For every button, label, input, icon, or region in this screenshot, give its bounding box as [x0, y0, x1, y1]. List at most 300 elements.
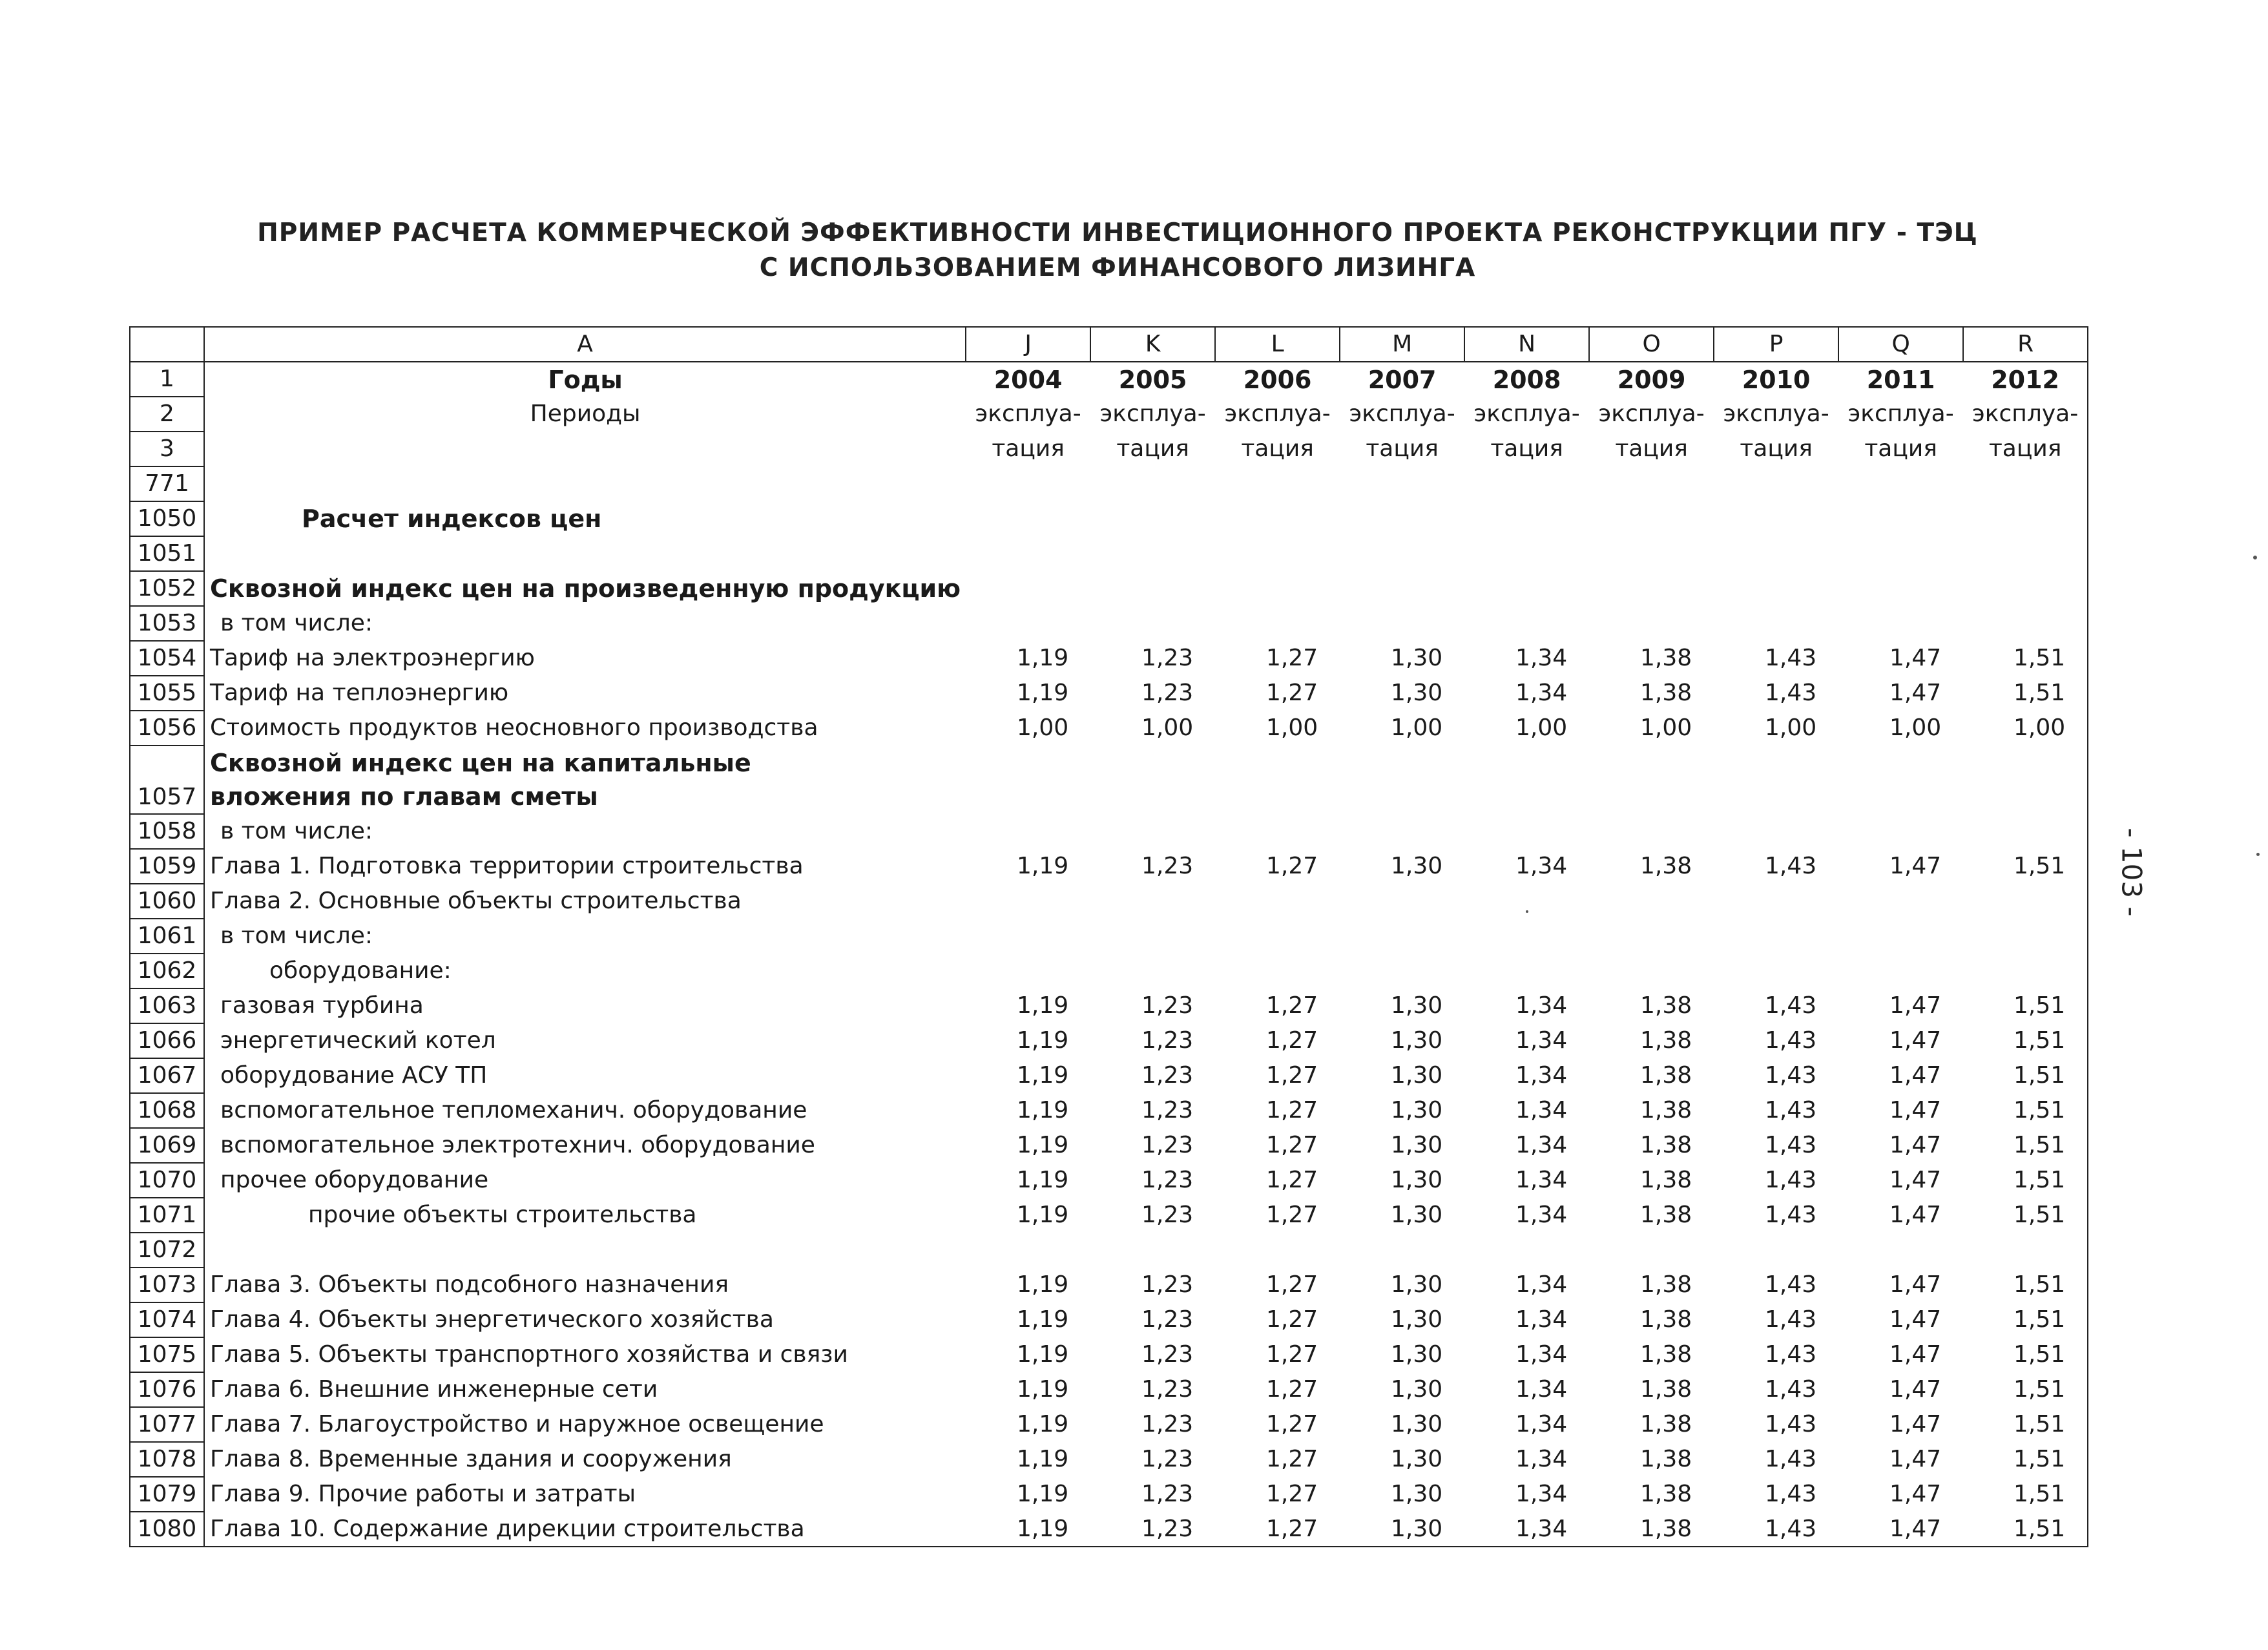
index-value: 1,43 — [1764, 1481, 1817, 1507]
index-value — [1090, 571, 1215, 606]
row-label: Глава 6. Внешние инженерные сети — [204, 1372, 966, 1407]
index-value: 1,23 — [1141, 1027, 1194, 1054]
index-value: 1,30 — [1390, 1341, 1443, 1368]
index-value: 1,38 — [1639, 853, 1692, 879]
index-value: 1,30 — [1390, 1271, 1443, 1298]
index-value: 1,19 — [1016, 1341, 1069, 1368]
page-subtitle: С ИСПОЛЬЗОВАНИЕМ ФИНАНСОВОГО ЛИЗИНГА — [759, 253, 1476, 282]
index-value: 1,34 — [1515, 1062, 1568, 1089]
index-value: 1,30 — [1390, 1132, 1443, 1158]
index-value: 1,51 — [1963, 1163, 2088, 1198]
index-value: 1,34 — [1515, 853, 1568, 879]
index-value: 1,27 — [1265, 1481, 1318, 1507]
index-value: 1,38 — [1639, 1411, 1692, 1437]
index-value: 1,34 — [1515, 1341, 1568, 1368]
row-number: 1078 — [130, 1442, 204, 1477]
table-row — [130, 1372, 2088, 1407]
index-value: 1,30 — [1390, 853, 1443, 879]
index-value: 1,43 — [1764, 1202, 1817, 1228]
index-value — [1090, 1233, 1215, 1268]
index-value: 1,51 — [1963, 849, 2088, 884]
year-cell: 2009 — [1617, 365, 1686, 394]
row-number: 1067 — [130, 1058, 204, 1093]
row-label — [204, 746, 966, 814]
row-number: 1074 — [130, 1302, 204, 1337]
index-value — [1589, 954, 1714, 988]
index-value — [1963, 884, 2088, 919]
table-row — [130, 676, 2088, 711]
index-value: 1,43 — [1764, 1132, 1817, 1158]
period-cell: эксплуа- — [1099, 401, 1206, 427]
table-row — [130, 606, 2088, 641]
index-value: 1,51 — [1963, 1058, 2088, 1093]
index-value: 1,27 — [1265, 680, 1318, 706]
index-value: 1,47 — [1889, 1446, 1942, 1472]
row-number: 1077 — [130, 1407, 204, 1442]
index-value — [1838, 884, 1963, 919]
scan-speck — [2256, 853, 2260, 856]
row-number: 1068 — [130, 1093, 204, 1128]
index-value: 1,34 — [1515, 1411, 1568, 1437]
index-value: 1,38 — [1639, 1481, 1692, 1507]
period-cell: тация — [1615, 435, 1688, 462]
row-number: 1071 — [130, 1198, 204, 1233]
index-value — [1838, 536, 1963, 571]
index-value: 1,23 — [1141, 645, 1194, 671]
index-value: 1,19 — [1016, 1027, 1069, 1054]
index-value: 1,34 — [1515, 1097, 1568, 1123]
index-value: 1,30 — [1340, 1512, 1464, 1547]
index-value: 1,23 — [1141, 680, 1194, 706]
index-value — [1215, 501, 1340, 536]
period-cell: эксплуа- — [1473, 401, 1580, 427]
index-value: 1,00 — [1515, 715, 1568, 741]
row-label: газовая турбина — [204, 988, 966, 1023]
index-value: 1,47 — [1889, 1167, 1942, 1193]
index-value: 1,51 — [1963, 1442, 2088, 1477]
index-value: 1,23 — [1141, 1306, 1194, 1333]
index-value: 1,47 — [1889, 992, 1942, 1019]
index-value: 1,38 — [1639, 1446, 1692, 1472]
index-value: 1,34 — [1515, 992, 1568, 1019]
index-value: 1,47 — [1838, 1512, 1963, 1547]
index-value: 1,51 — [1963, 988, 2088, 1023]
row-label: оборудование АСУ ТП — [204, 1058, 966, 1093]
table-row — [130, 988, 2088, 1023]
row-label: Стоимость продуктов неосновного производства — [204, 711, 966, 746]
index-value: 1,38 — [1639, 1027, 1692, 1054]
row-number: 1076 — [130, 1372, 204, 1407]
index-value — [966, 501, 1090, 536]
index-value — [1714, 884, 1838, 919]
index-value: 1,23 — [1141, 1341, 1194, 1368]
empty-label — [204, 432, 966, 466]
index-value — [966, 1233, 1090, 1268]
index-value: 1,38 — [1589, 1512, 1714, 1547]
table-row — [130, 1233, 2088, 1268]
index-value: 1,27 — [1265, 645, 1318, 671]
index-value: 1,34 — [1515, 1446, 1568, 1472]
row-label: Глава 4. Объекты энергетического хозяйства — [204, 1302, 966, 1337]
row-number: 1056 — [130, 711, 204, 746]
row-number: 1058 — [130, 814, 204, 849]
index-value — [1963, 814, 2088, 849]
index-value — [1340, 501, 1464, 536]
index-value — [1340, 536, 1464, 571]
column-letter: O — [1589, 327, 1714, 362]
index-value: 1,34 — [1515, 1271, 1568, 1298]
index-value: 1,51 — [1963, 1337, 2088, 1372]
index-value — [966, 814, 1090, 849]
index-value: 1,19 — [1016, 853, 1069, 879]
table-row — [130, 641, 2088, 676]
table-row — [130, 1023, 2088, 1058]
table-row — [130, 711, 2088, 746]
index-value: 1,23 — [1141, 1097, 1194, 1123]
row-label: Глава 2. Основные объекты строительства — [204, 884, 966, 919]
row-number: 1054 — [130, 641, 204, 676]
index-value — [1838, 501, 1963, 536]
index-value: 1,38 — [1639, 1376, 1692, 1403]
index-value: 1,23 — [1141, 1446, 1194, 1472]
index-value — [1215, 814, 1340, 849]
table-row — [130, 1337, 2088, 1372]
table-row — [130, 536, 2088, 571]
index-value: 1,19 — [1016, 1271, 1069, 1298]
index-value — [1589, 606, 1714, 641]
index-value — [1838, 606, 1963, 641]
index-value: 1,30 — [1390, 1202, 1443, 1228]
index-value — [1215, 954, 1340, 988]
index-value: 1,00 — [1963, 711, 2088, 746]
index-value: 1,23 — [1141, 1271, 1194, 1298]
index-value: 1,47 — [1889, 1132, 1942, 1158]
index-value — [1963, 606, 2088, 641]
index-value — [1963, 571, 2088, 606]
index-value: 1,19 — [1016, 1481, 1069, 1507]
row-number: 1053 — [130, 606, 204, 641]
row-label-text: Сквозной индекс цен на капитальные вложения по главам сметы — [210, 749, 751, 811]
index-value: 1,27 — [1265, 1097, 1318, 1123]
row-label: Тариф на теплоэнергию — [204, 676, 966, 711]
index-value — [1714, 536, 1838, 571]
index-value — [1215, 919, 1340, 954]
index-value: 1,19 — [1016, 645, 1069, 671]
row-label: прочее оборудование — [204, 1163, 966, 1198]
index-value — [1090, 536, 1215, 571]
column-letter: L — [1215, 327, 1340, 362]
row-number: 771 — [130, 466, 204, 501]
index-value — [1714, 919, 1838, 954]
row-label: Глава 5. Объекты транспортного хозяйства и связи — [204, 1337, 966, 1372]
index-value — [1589, 536, 1714, 571]
index-value: 1,27 — [1265, 1376, 1318, 1403]
index-value — [966, 919, 1090, 954]
index-value: 1,34 — [1515, 680, 1568, 706]
index-value: 1,47 — [1889, 1271, 1942, 1298]
index-value — [1464, 919, 1589, 954]
index-value: 1,23 — [1141, 1202, 1194, 1228]
row-label — [204, 536, 966, 571]
year-cell: 2004 — [994, 365, 1063, 394]
index-value — [966, 606, 1090, 641]
index-value: 1,00 — [1265, 715, 1318, 741]
period-cell: эксплуа- — [1963, 397, 2088, 432]
index-value: 1,30 — [1390, 1097, 1443, 1123]
table-row — [130, 1512, 2088, 1547]
index-value: 1,43 — [1764, 1097, 1817, 1123]
index-value: 1,47 — [1889, 1097, 1942, 1123]
row-label: Сквозной индекс цен на произведенную продукцию — [204, 571, 966, 606]
index-value: 1,38 — [1639, 1341, 1692, 1368]
index-value: 1,27 — [1265, 1027, 1318, 1054]
row-label: вспомогательное тепломеханич. оборудование — [204, 1093, 966, 1128]
index-value: 1,27 — [1265, 1341, 1318, 1368]
index-value — [1589, 1233, 1714, 1268]
index-value — [1589, 746, 1714, 814]
index-value: 1,38 — [1639, 992, 1692, 1019]
index-value: 1,30 — [1390, 1376, 1443, 1403]
empty-label — [204, 466, 966, 501]
corner-cell — [130, 327, 204, 362]
table-row — [130, 1093, 2088, 1128]
index-value: 1,38 — [1639, 1097, 1692, 1123]
index-value — [1963, 536, 2088, 571]
index-value: 1,43 — [1764, 1027, 1817, 1054]
index-value — [1215, 571, 1340, 606]
year-cell: 2008 — [1492, 365, 1561, 394]
period-cell: эксплуа- — [1349, 401, 1455, 427]
row-label: Глава 7. Благоустройство и наружное освещение — [204, 1407, 966, 1442]
index-value — [1714, 746, 1838, 814]
index-value: 1,34 — [1515, 1481, 1568, 1507]
index-value — [1714, 814, 1838, 849]
index-value: 1,47 — [1889, 1027, 1942, 1054]
index-value: 1,51 — [1963, 1407, 2088, 1442]
index-value: 1,27 — [1265, 1167, 1318, 1193]
index-value: 1,51 — [1963, 1268, 2088, 1302]
column-letter: N — [1464, 327, 1589, 362]
index-value — [1090, 954, 1215, 988]
index-value: 1,27 — [1265, 1411, 1318, 1437]
row-label — [204, 1233, 966, 1268]
year-cell: 2011 — [1866, 365, 1935, 394]
index-value: 1,43 — [1714, 1512, 1838, 1547]
period-cell: тация — [1366, 435, 1439, 462]
index-value: 1,23 — [1141, 1376, 1194, 1403]
row-label: Расчет индексов цен — [204, 501, 966, 536]
index-value: 1,47 — [1889, 1202, 1942, 1228]
index-value — [1464, 746, 1589, 814]
index-value: 1,00 — [1016, 715, 1069, 741]
index-value: 1,51 — [1963, 1198, 2088, 1233]
index-value: 1,38 — [1639, 1132, 1692, 1158]
table-row — [130, 1442, 2088, 1477]
table-row — [130, 571, 2088, 606]
index-value — [966, 571, 1090, 606]
index-value — [1963, 1233, 2088, 1268]
index-value — [1838, 814, 1963, 849]
index-value: 1,19 — [1016, 1306, 1069, 1333]
index-value: 1,51 — [1963, 1477, 2088, 1512]
index-value — [1090, 884, 1215, 919]
period-cell: эксплуа- — [1224, 401, 1331, 427]
index-value — [966, 746, 1090, 814]
index-value: 1,00 — [1889, 715, 1942, 741]
index-value — [1963, 501, 2088, 536]
row-number: 1051 — [130, 536, 204, 571]
index-value: 1,47 — [1889, 1306, 1942, 1333]
column-letter: J — [966, 327, 1090, 362]
index-value — [1838, 954, 1963, 988]
index-value: 1,23 — [1090, 1512, 1215, 1547]
table-row — [130, 1198, 2088, 1233]
index-value: 1,43 — [1764, 1446, 1817, 1472]
index-value — [1464, 954, 1589, 988]
index-value — [1589, 571, 1714, 606]
index-value — [1464, 501, 1589, 536]
index-value — [1090, 919, 1215, 954]
index-value: 1,19 — [966, 1512, 1090, 1547]
index-value — [966, 536, 1090, 571]
index-value: 1,47 — [1889, 680, 1942, 706]
periods-label: Периоды — [204, 397, 966, 432]
index-value — [1340, 606, 1464, 641]
index-value: 1,27 — [1265, 1306, 1318, 1333]
index-value: 1,51 — [1963, 1372, 2088, 1407]
index-value: 1,38 — [1639, 1202, 1692, 1228]
year-cell: 2012 — [1963, 362, 2088, 397]
index-value: 1,47 — [1889, 1341, 1942, 1368]
index-value: 1,43 — [1764, 680, 1817, 706]
row-number: 1 — [130, 362, 204, 397]
row-number: 1057 — [130, 746, 204, 814]
periods-row — [130, 397, 2088, 432]
index-value — [1589, 884, 1714, 919]
index-value: 1,19 — [1016, 992, 1069, 1019]
table-row — [130, 814, 2088, 849]
row-label: Глава 3. Объекты подсобного назначения — [204, 1268, 966, 1302]
index-value: 1,00 — [1639, 715, 1692, 741]
index-value: 1,47 — [1889, 1411, 1942, 1437]
index-value: 1,38 — [1639, 1062, 1692, 1089]
index-value: 1,30 — [1390, 1446, 1443, 1472]
year-cell: 2010 — [1742, 365, 1811, 394]
index-value — [1340, 919, 1464, 954]
index-value — [1464, 814, 1589, 849]
table-row — [130, 1268, 2088, 1302]
index-value: 1,51 — [1963, 1512, 2088, 1547]
table-row — [130, 884, 2088, 919]
period-cell: тация — [992, 435, 1065, 462]
period-cell: тация — [1740, 435, 1813, 462]
column-letter: P — [1714, 327, 1838, 362]
scan-speck — [2253, 556, 2257, 559]
index-value: 1,38 — [1639, 645, 1692, 671]
index-value: 1,51 — [1963, 1302, 2088, 1337]
period-cell: тация — [1864, 435, 1937, 462]
index-value: 1,43 — [1764, 1411, 1817, 1437]
index-value — [1714, 571, 1838, 606]
table-row — [130, 501, 2088, 536]
row-number: 1080 — [130, 1512, 204, 1547]
year-cell: 2005 — [1118, 365, 1187, 394]
index-value — [1090, 746, 1215, 814]
index-value: 1,38 — [1639, 1306, 1692, 1333]
column-letters-row — [130, 327, 2088, 362]
row-number: 1070 — [130, 1163, 204, 1198]
index-value: 1,19 — [1016, 1062, 1069, 1089]
page-number-text: - 103 - — [2116, 828, 2148, 917]
index-value: 1,19 — [1016, 1376, 1069, 1403]
table-row — [130, 746, 2088, 814]
index-value: 1,47 — [1889, 1062, 1942, 1089]
column-letter: R — [1963, 327, 2088, 362]
row-number: 1059 — [130, 849, 204, 884]
index-value: 1,19 — [1016, 1202, 1069, 1228]
row-number: 1060 — [130, 884, 204, 919]
index-value: 1,19 — [1016, 1097, 1069, 1123]
index-value: 1,23 — [1141, 1481, 1194, 1507]
row-number: 1066 — [130, 1023, 204, 1058]
period-cell: эксплуа- — [1723, 401, 1829, 427]
index-value: 1,43 — [1764, 992, 1817, 1019]
index-value — [1838, 1233, 1963, 1268]
index-value: 1,51 — [1963, 1128, 2088, 1163]
period-cell: эксплуа- — [975, 401, 1081, 427]
table-row — [130, 954, 2088, 988]
index-value — [1215, 1233, 1340, 1268]
row-number: 1075 — [130, 1337, 204, 1372]
index-value: 1,34 — [1515, 1306, 1568, 1333]
index-value: 1,43 — [1764, 1306, 1817, 1333]
years-row — [130, 362, 2088, 397]
index-value: 1,47 — [1889, 1376, 1942, 1403]
index-value — [1090, 501, 1215, 536]
index-value: 1,27 — [1265, 853, 1318, 879]
row-number: 2 — [130, 397, 204, 432]
index-value: 1,23 — [1141, 1411, 1194, 1437]
index-value: 1,34 — [1515, 1027, 1568, 1054]
index-value — [1838, 571, 1963, 606]
index-value: 1,51 — [1963, 1093, 2088, 1128]
index-value — [1215, 884, 1340, 919]
index-value — [1464, 1233, 1589, 1268]
index-value: 1,51 — [1963, 676, 2088, 711]
index-value — [1464, 571, 1589, 606]
index-value — [1090, 814, 1215, 849]
index-value: 1,23 — [1141, 992, 1194, 1019]
row-label: в том числе: — [204, 606, 966, 641]
year-cell: 2007 — [1368, 365, 1437, 394]
index-value — [966, 954, 1090, 988]
period-cell: тация — [1490, 435, 1563, 462]
index-value: 1,47 — [1889, 645, 1942, 671]
column-letter: A — [204, 327, 966, 362]
table-row — [130, 1128, 2088, 1163]
index-value: 1,34 — [1515, 1167, 1568, 1193]
period-cell: тация — [1241, 435, 1314, 462]
index-value: 1,47 — [1889, 853, 1942, 879]
index-value — [1963, 954, 2088, 988]
row-label: энергетический котел — [204, 1023, 966, 1058]
index-value — [1464, 606, 1589, 641]
index-value: 1,43 — [1764, 1271, 1817, 1298]
index-value — [1215, 606, 1340, 641]
index-value: 1,27 — [1215, 1512, 1340, 1547]
row-label: в том числе: — [204, 814, 966, 849]
index-value: 1,30 — [1390, 1306, 1443, 1333]
